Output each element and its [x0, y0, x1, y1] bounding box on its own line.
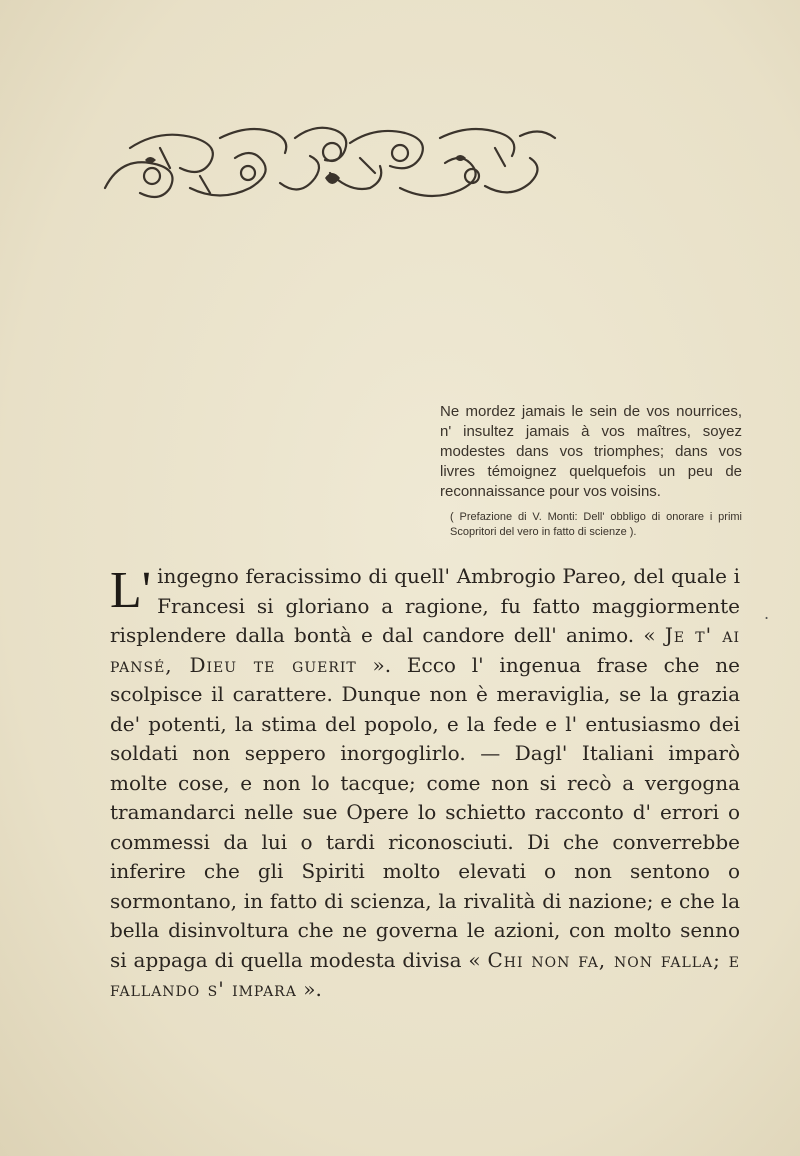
paragraph-text-2: ». Ecco l' ingenua frase che ne scolpisce il carattere. Dunque non è meraviglia, se la grazia de' potenti, la stima del popolo, e la fede e l' entusiasmo dei soldati non seppero inorgoglirlo. — Dagl' Italiani imparò molte cose, e non lo tacque; come non si recò a vergogna tramandarci nelle sue Opere lo schietto racconto d' errori o commessi da lui o tardi riconosciuti. Di che converrebbe inferire che gli Spiriti molto elevati o non sentono o sormontano, in fatto di scienza, la rivalità di nazione; e che la bella disinvoltura che ne governa le azioni, con molto senno si appaga di quella modesta divisa « [110, 652, 740, 972]
motto-divisa: Chi non fa, non falla; e fallando s' impara [110, 947, 740, 1001]
margin-mark: . [764, 604, 770, 623]
main-paragraph [110, 562, 740, 1005]
paragraph-text-1: ingegno feracissimo di quell' Ambrogio Pareo, del quale i Francesi si gloriano a ragione, fu fatto maggiormente risplendere dalla bontà e dal candore dell' animo. « [110, 564, 740, 647]
drop-cap: L' [110, 562, 152, 619]
paragraph-text-3: ». [303, 977, 322, 1001]
epigraph [440, 402, 742, 540]
scrollwork-headpiece-icon [100, 118, 560, 208]
epigraph-citation: ( Prefazione di V. Monti: Dell' obbligo di onorare i primi Scopritori del vero in fatto di scienze ). [450, 511, 742, 538]
motto-pare: Je t' ai pansé, Dieu te guerit [110, 623, 740, 677]
epigraph-text: Ne mordez jamais le sein de vos nourrices, n' insultez jamais à vos maîtres, soyez modestes dans vos triomphes; dans vos livres témoignez quelquefois un peu de reconnaissance pour vos voisins. [440, 403, 742, 500]
